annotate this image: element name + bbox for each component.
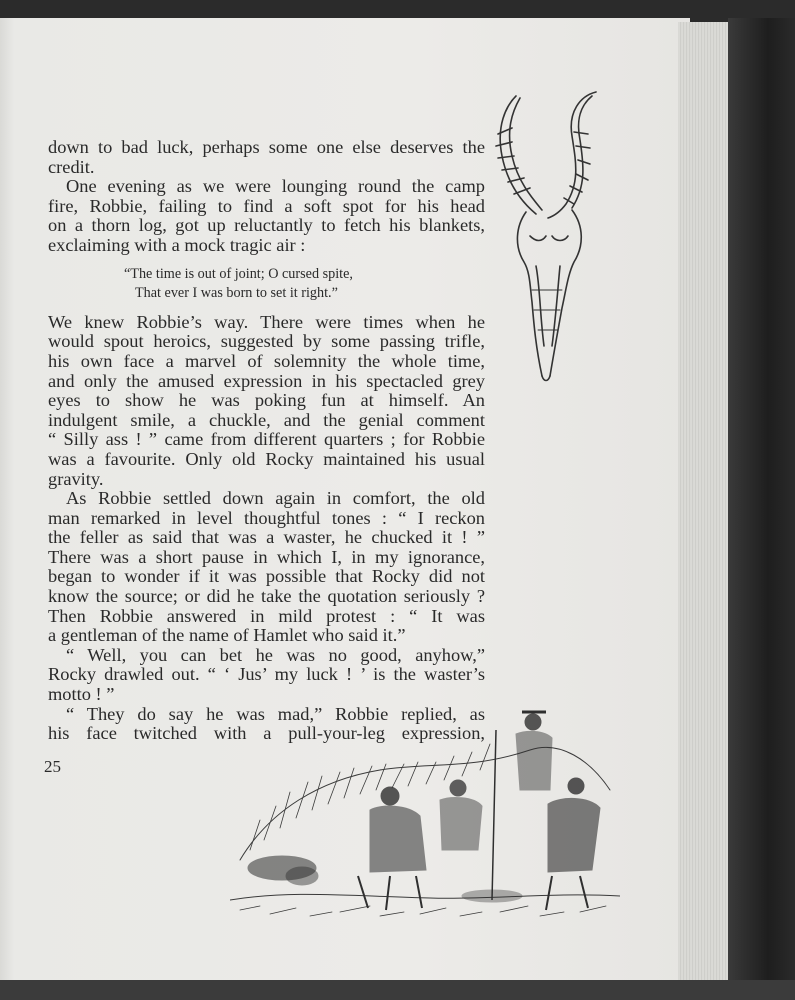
text-line: the feller as said that was a waster, he chucked it ! ” bbox=[48, 527, 485, 548]
text-line: indulgent smile, a chuckle, and the genial comment bbox=[48, 409, 485, 430]
text-line: motto ! ” bbox=[48, 684, 115, 705]
text-line: a gentleman of the name of Hamlet who said it.” bbox=[48, 625, 406, 646]
text-line: One evening as we were lounging round the camp bbox=[66, 176, 485, 197]
text-line: on a thorn log, got up reluctantly to fetch his blankets, bbox=[48, 215, 485, 236]
text-line: “ Silly ass ! ” came from different quarters ; for Robbie bbox=[48, 429, 485, 450]
text-line: and only the amused expression in his spectacled grey bbox=[48, 370, 485, 391]
text-line: As Robbie settled down again in comfort, the old bbox=[66, 488, 485, 509]
campfire-scene-illustration bbox=[230, 700, 620, 930]
quote-line: “The time is out of joint; O cursed spite, bbox=[124, 265, 353, 282]
text-line: “ Well, you can bet he was no good, anyhow,” bbox=[66, 644, 485, 665]
hamlet-quote bbox=[124, 265, 485, 304]
text-line: would spout heroics, suggested by some passing trifle, bbox=[48, 331, 485, 352]
text-line: “ They do say he was mad,” Robbie replied, as bbox=[66, 703, 485, 724]
text-line: There was a short pause in which I, in my ignorance, bbox=[48, 546, 485, 567]
text-line: fire, Robbie, failing to find a soft spot for his head bbox=[48, 195, 485, 216]
body-text bbox=[48, 138, 485, 744]
text-line: was a favourite. Only old Rocky maintained his usual bbox=[48, 448, 485, 469]
text-line: gravity. bbox=[48, 468, 104, 489]
text-line: Rocky drawled out. “ ‘ Jus’ my luck ! ’ is the waster’s bbox=[48, 664, 485, 685]
text-line: his face twitched with a pull-your-leg expression, bbox=[48, 723, 485, 744]
text-line: exclaiming with a mock tragic air : bbox=[48, 234, 306, 255]
table-shadow bbox=[0, 980, 795, 1000]
quote-line: That ever I was born to set it right.” bbox=[135, 285, 338, 302]
antelope-skull-illustration bbox=[476, 86, 610, 386]
text-line: his own face a marvel of solemnity the whole time, bbox=[48, 350, 485, 371]
text-line: eyes to show he was poking fun at himself. An bbox=[48, 390, 485, 411]
text-line: We knew Robbie’s way. There were times when he bbox=[48, 311, 485, 332]
text-line: down to bad luck, perhaps some one else deserves the bbox=[48, 137, 485, 157]
text-line: know the source; or did he take the quotation seriously ? bbox=[48, 586, 485, 607]
text-line: Then Robbie answered in mild protest : “ It was bbox=[48, 605, 485, 626]
page-number: 25 bbox=[44, 757, 61, 776]
book-cover bbox=[728, 18, 795, 1000]
text-line: credit. bbox=[48, 156, 95, 177]
text-line: began to wonder if it was possible that Rocky did not bbox=[48, 566, 485, 587]
page-edges bbox=[678, 22, 732, 980]
text-line: man remarked in level thoughtful tones : “ I reckon bbox=[48, 507, 485, 528]
